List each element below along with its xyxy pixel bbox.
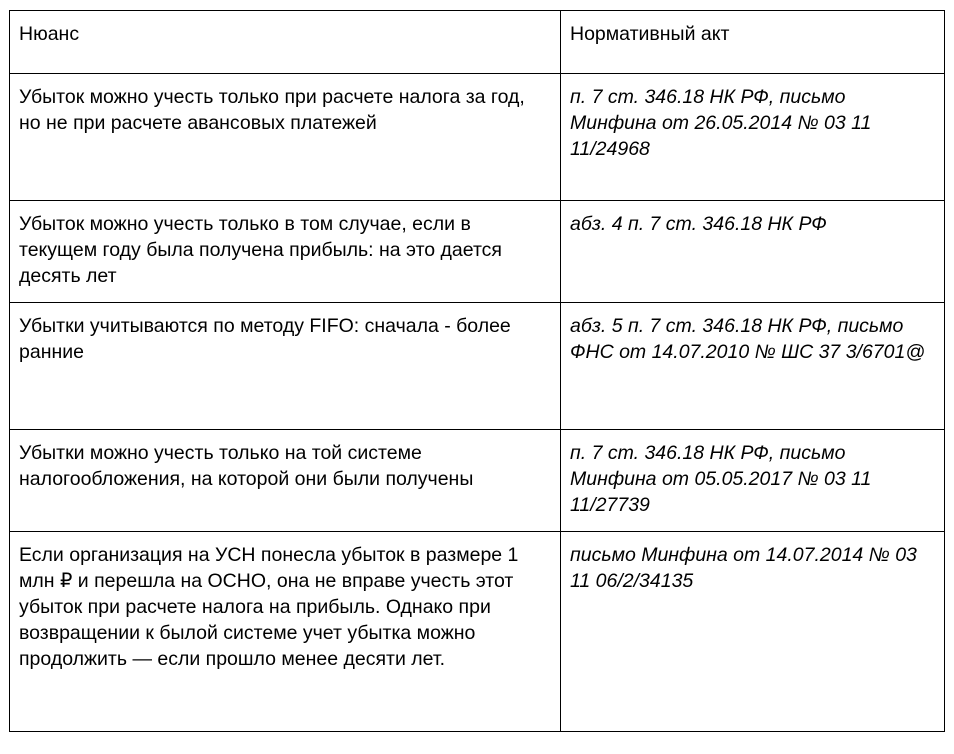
act-cell: п. 7 ст. 346.18 НК РФ, письмо Минфина от 26.05.2014 № 03 11 11/24968 (561, 74, 945, 201)
table-row (10, 74, 945, 201)
table-row (10, 303, 945, 430)
header-act: Нормативный акт (561, 11, 945, 74)
nuance-cell: Убытки можно учесть только на той системе налогообложения, на которой они были получены (10, 430, 561, 532)
nuance-cell: Если организация на УСН понесла убыток в размере 1 млн ₽ и перешла на ОСНО, она не вправе учесть этот убыток при расчете налога на прибыль. Однако при возвращении к былой системе учет убытка можно продолжить — если прошло менее десяти лет. (10, 532, 561, 732)
table-row (10, 532, 945, 732)
nuance-cell: Убыток можно учесть только при расчете налога за год, но не при расчете авансовых платежей (10, 74, 561, 201)
table-row (10, 201, 945, 303)
act-cell: абз. 4 п. 7 ст. 346.18 НК РФ (561, 201, 945, 303)
act-cell: письмо Минфина от 14.07.2014 № 03 11 06/2/34135 (561, 532, 945, 732)
nuance-cell: Убытки учитываются по методу FIFO: сначала - более ранние (10, 303, 561, 430)
table-row (10, 430, 945, 532)
nuance-cell: Убыток можно учесть только в том случае, если в текущем году была получена прибыль: на это дается десять лет (10, 201, 561, 303)
nuance-table (9, 10, 945, 732)
header-nuance: Нюанс (10, 11, 561, 74)
act-cell: п. 7 ст. 346.18 НК РФ, письмо Минфина от 05.05.2017 № 03 11 11/27739 (561, 430, 945, 532)
act-cell: абз. 5 п. 7 ст. 346.18 НК РФ, письмо ФНС от 14.07.2010 № ШС 37 3/6701@ (561, 303, 945, 430)
table-header-row (10, 11, 945, 74)
